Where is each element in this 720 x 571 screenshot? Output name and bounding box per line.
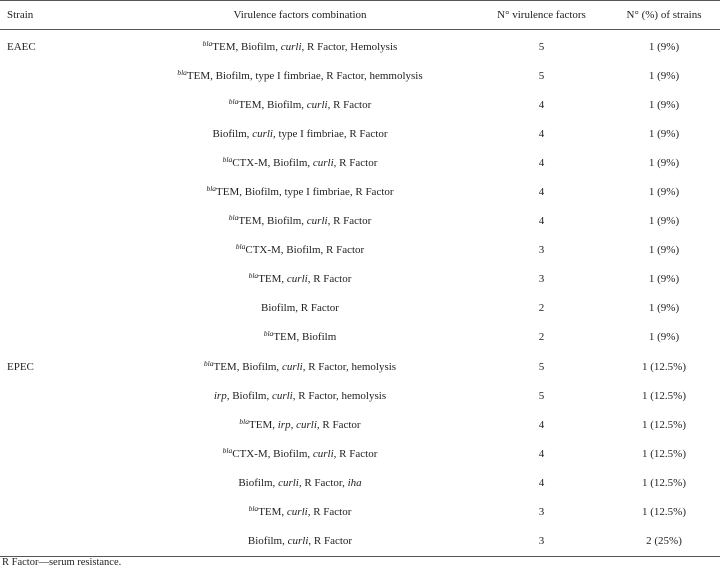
count-cell: 5: [538, 389, 545, 402]
combination-text: , type I fimbriae, R Factor: [272, 127, 388, 140]
table-row: [0, 90, 720, 119]
count-cell: 4: [538, 476, 545, 489]
strain-cell: [0, 323, 125, 352]
header-combination: Virulence factors combination: [125, 1, 475, 30]
combination-text: , R Factor: [327, 215, 372, 228]
strain-cell: [0, 439, 125, 468]
gene-prefix: bla: [206, 184, 217, 194]
percent-cell: 1 (9%): [648, 215, 680, 228]
combination-text: , R Factor: [307, 273, 352, 286]
strain-cell: [0, 294, 125, 323]
combination-text: ,: [290, 418, 297, 431]
combination-text: curli: [287, 535, 309, 548]
table-row: [0, 177, 720, 206]
count-cell: 4: [538, 186, 545, 199]
table-row: [0, 323, 720, 352]
combination-text: , R Factor: [327, 98, 372, 111]
strain-cell: [0, 498, 125, 527]
table-row: [0, 439, 720, 468]
combination-cell: [125, 148, 475, 177]
percent-cell: 2 (25%): [608, 527, 720, 557]
header-strain: Strain: [0, 1, 125, 30]
combination-text: CTX-M, Biofilm,: [232, 447, 313, 460]
gene-prefix: bla: [228, 213, 239, 223]
gene-prefix: bla: [248, 504, 259, 514]
table-row: [0, 148, 720, 177]
table-row: [0, 381, 720, 410]
combination-text: Biofilm,: [212, 127, 253, 140]
combination-text: curli: [306, 98, 328, 111]
combination-text: TEM,: [258, 506, 287, 519]
strain-cell: [0, 61, 125, 90]
count-cell: 5: [538, 360, 545, 373]
count-cell: 2: [538, 302, 545, 315]
combination-cell: [125, 265, 475, 294]
gene-prefix: bla: [202, 38, 213, 48]
gene-prefix: bla: [239, 416, 250, 426]
table-row: [0, 119, 720, 148]
percent-cell: 1 (9%): [648, 127, 680, 140]
combination-text: TEM,: [258, 273, 287, 286]
count-cell: 4: [538, 447, 545, 460]
combination-cell: [125, 323, 475, 352]
combination-text: , R Factor,: [298, 476, 348, 489]
combination-cell: [125, 439, 475, 468]
combination-text: , Biofilm,: [226, 389, 272, 402]
percent-cell: 1 (9%): [648, 156, 680, 169]
count-cell: 4: [538, 418, 545, 431]
combination-text: TEM, Biofilm,: [238, 215, 307, 228]
strain-cell: [0, 527, 125, 557]
combination-text: , R Factor: [308, 535, 353, 548]
table-row: [0, 468, 720, 497]
strain-cell: [0, 177, 125, 206]
combination-text: Biofilm,: [247, 535, 288, 548]
gene-prefix: bla: [222, 445, 233, 455]
combination-text: TEM, Biofilm,: [213, 360, 282, 373]
combination-text: TEM, Biofilm,: [238, 98, 307, 111]
gene-prefix: bla: [222, 154, 233, 164]
combination-text: curli: [280, 40, 302, 53]
count-cell: 3: [475, 527, 608, 557]
combination-cell: [125, 381, 475, 410]
combination-text: iha: [347, 476, 362, 489]
combination-cell: [125, 468, 475, 497]
table-row: [0, 265, 720, 294]
strain-cell: EPEC: [7, 360, 34, 373]
combination-cell: [125, 236, 475, 265]
combination-text: , R Factor: [307, 506, 352, 519]
combination-cell: [125, 61, 475, 90]
header-row: [0, 1, 720, 30]
strain-cell: [0, 265, 125, 294]
table-row: [0, 236, 720, 265]
combination-text: , R Factor, Hemolysis: [301, 40, 398, 53]
percent-cell: 1 (9%): [648, 331, 680, 344]
gene-prefix: bla: [248, 271, 259, 281]
combination-cell: [125, 90, 475, 119]
combination-text: curli: [252, 127, 273, 140]
strain-cell: [0, 207, 125, 236]
combination-text: curli: [286, 506, 308, 519]
table-row: [0, 30, 720, 62]
combination-cell: [125, 30, 475, 62]
combination-cell: [125, 177, 475, 206]
combination-text: TEM, Biofilm, type I fimbriae, R Factor: [216, 186, 394, 199]
combination-text: curli: [296, 418, 317, 431]
combination-text: curli: [271, 389, 293, 402]
combination-text: TEM,: [249, 418, 278, 431]
combination-text: TEM, Biofilm: [273, 331, 337, 344]
strain-cell: [0, 410, 125, 439]
header-percent: N° (%) of strains: [608, 1, 720, 30]
percent-cell: 1 (12.5%): [642, 447, 686, 460]
strain-cell: [0, 90, 125, 119]
combination-cell: [125, 410, 475, 439]
table-row: [0, 207, 720, 236]
combination-text: , R Factor: [333, 447, 378, 460]
combination-text: CTX-M, Biofilm, R Factor: [245, 244, 365, 257]
count-cell: 3: [538, 273, 545, 286]
combination-text: curli: [278, 476, 299, 489]
percent-cell: 1 (12.5%): [642, 506, 686, 519]
percent-cell: 1 (9%): [648, 98, 680, 111]
combination-cell: [125, 207, 475, 236]
table-body: [0, 30, 720, 557]
table-row: [0, 498, 720, 527]
combination-text: , R Factor: [316, 418, 361, 431]
combination-text: irp: [277, 418, 291, 431]
percent-cell: 1 (12.5%): [642, 418, 686, 431]
count-cell: 3: [538, 506, 545, 519]
percent-cell: 1 (9%): [648, 273, 680, 286]
count-cell: 3: [538, 244, 545, 257]
table-footnote: R Factor—serum resistance.: [2, 557, 122, 568]
combination-cell: [125, 352, 475, 381]
count-cell: 4: [538, 156, 545, 169]
table-row: [0, 410, 720, 439]
gene-prefix: bla: [235, 242, 246, 252]
combination-cell: [125, 527, 475, 557]
combination-text: Biofilm,: [238, 476, 279, 489]
combination-cell: [125, 498, 475, 527]
combination-text: irp: [213, 389, 227, 402]
combination-cell: [125, 119, 475, 148]
percent-cell: 1 (12.5%): [642, 360, 686, 373]
table-row: [0, 527, 720, 557]
combination-text: curli: [306, 215, 328, 228]
combination-text: curli: [312, 156, 334, 169]
strain-cell: [0, 119, 125, 148]
percent-cell: 1 (9%): [648, 244, 680, 257]
gene-prefix: bla: [263, 329, 274, 339]
gene-prefix: bla: [177, 67, 187, 77]
table-row: [0, 352, 720, 381]
combination-text: curli: [286, 273, 308, 286]
percent-cell: 1 (12.5%): [642, 476, 686, 489]
gene-prefix: bla: [228, 96, 239, 106]
strain-cell: [0, 236, 125, 265]
combination-text: , R Factor, hemolysis: [302, 360, 397, 373]
strain-cell: [0, 148, 125, 177]
count-cell: 4: [538, 215, 545, 228]
combination-text: curli: [312, 447, 334, 460]
count-cell: 4: [538, 98, 545, 111]
count-cell: 5: [538, 40, 545, 53]
combination-text: , R Factor, hemolysis: [292, 389, 387, 402]
strain-cell: [0, 468, 125, 497]
combination-text: TEM, Biofilm, type I fimbriae, R Factor, hemmolysis: [186, 69, 423, 82]
count-cell: 2: [538, 331, 545, 344]
combination-text: CTX-M, Biofilm,: [232, 156, 313, 169]
table-header: [0, 1, 720, 30]
combination-text: TEM, Biofilm,: [212, 40, 281, 53]
combination-text: , R Factor: [333, 156, 378, 169]
strain-cell: [0, 381, 125, 410]
header-count: N° virulence factors: [475, 1, 608, 30]
strain-cell: EAEC: [7, 40, 36, 53]
table-row: [0, 61, 720, 90]
gene-prefix: bla: [203, 358, 214, 368]
combination-text: Biofilm, R Factor: [261, 302, 339, 315]
percent-cell: 1 (9%): [648, 40, 680, 53]
percent-cell: 1 (9%): [648, 69, 680, 82]
percent-cell: 1 (9%): [648, 186, 680, 199]
combination-text: curli: [281, 360, 303, 373]
percent-cell: 1 (9%): [648, 302, 680, 315]
count-cell: 4: [538, 127, 545, 140]
combination-cell: [125, 294, 475, 323]
count-cell: 5: [538, 69, 545, 82]
table-row: [0, 294, 720, 323]
percent-cell: 1 (12.5%): [642, 389, 686, 402]
